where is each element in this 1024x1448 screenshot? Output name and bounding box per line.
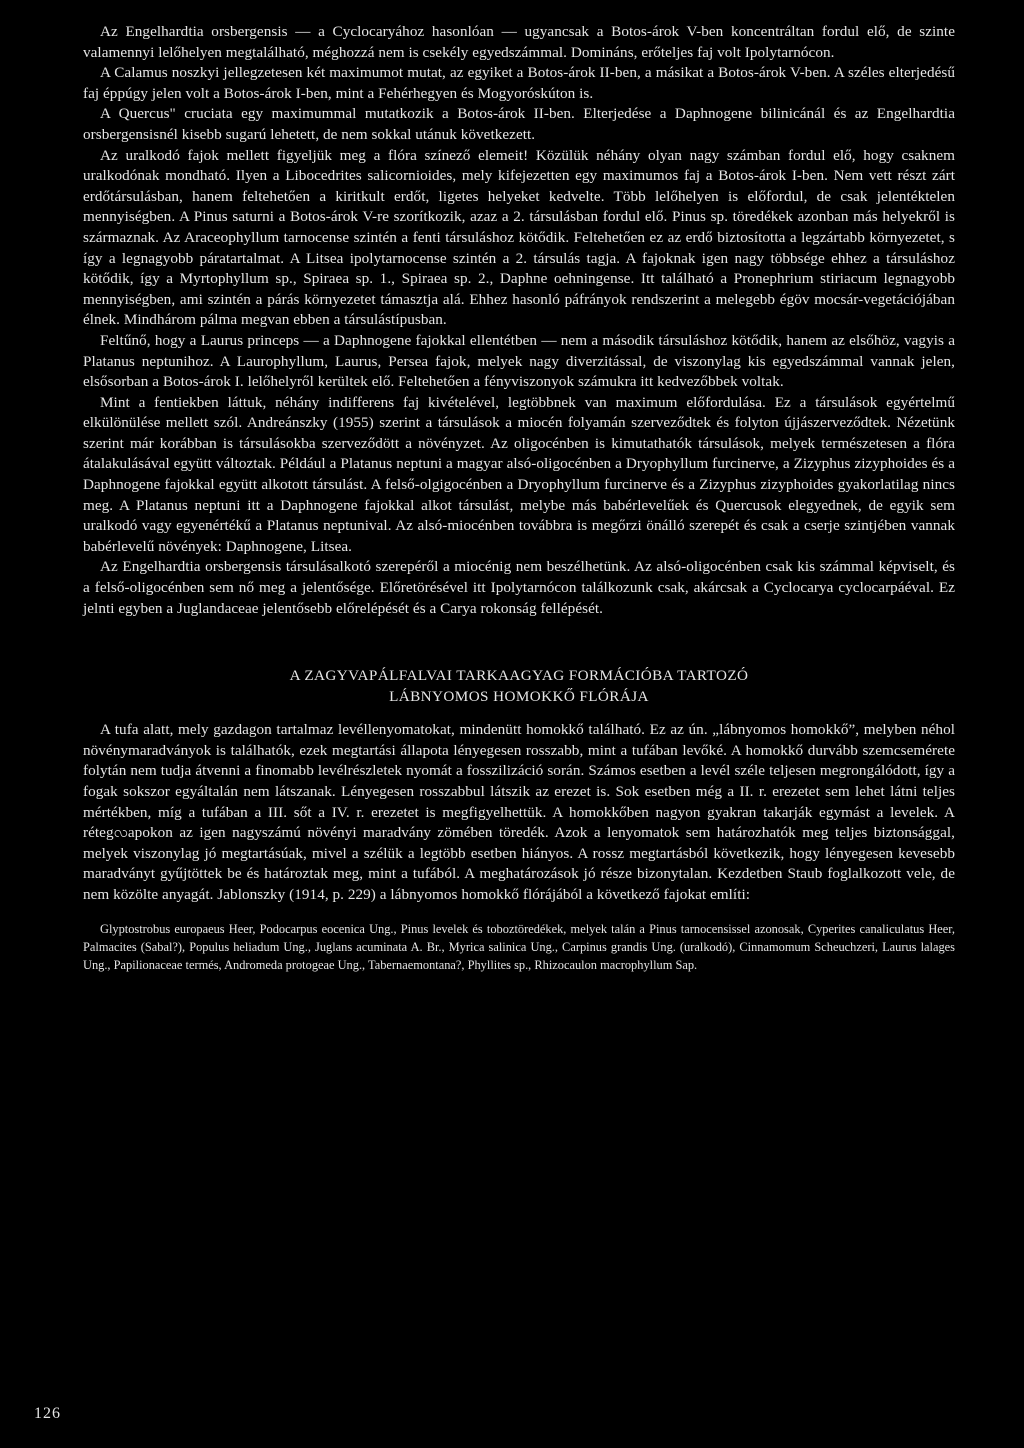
paragraph-sandstone: A tufa alatt, mely gazdagon tartalmaz levéllenyomatokat, mindenütt homokkő található. Ez az ún. „lábnyomos homokkő”, melyben néhol növénymaradványok is találhatók, ezek megtartási állapota lényegesen rosszabb, mint a tufában levőké. A homokkő durvább szemcsemérete folytán nem tudja átvenni a finomabb levélrészletek nyomát a fosszilizáció során. Számos esetben a levél széle teljesen megrongálódott, így a fogak sokszor egyáltalán nem látszanak. Lényegesen rosszabbul látszik az erezet is. Sok esetben még a II. r. erezetet sem lehet látni teljes mértékben, míg a tufában a III. sőt a IV. r. erezetet is megfigyelhettük. A homokkőben nagyon gyakran takarják egymást a levelek. A rétegလapokon az igen nagyszámú növényi maradvány zömében töredék. Azok a lenyomatok sem határozhatók meg teljes biztonsággal, melyek viszonylag jó megtartásúak, mivel a szélük a legtöbb esetben hiányos. A rossz megtartásból következik, hogy lényegesen kevesebb maradványt gyűjtöttek be és határoztak meg, mint a tufából. A meghatározások jó része bizonytalan. Kezdetben Staub foglalkozott vele, de nem közölte anyagát. Jablonszky (1914, p. 229) a lábnyomos homokkő flórájából a következő fajokat említi:: [83, 721, 955, 903]
section-title-line2: LÁBNYOMOS HOMOKKŐ FLÓRÁJA: [389, 688, 649, 706]
paragraph-calamus: A Calamus noszkyi jellegzetesen két maximumot mutat, az egyiket a Botos-árok II-ben, a másikat a Botos-árok V-ben. A széles elterjedésű faj éppúgy jelen volt a Botos-árok I-ben, mint a Fehérhegyen és Mogyoróskúton is.: [83, 64, 955, 102]
section-title-line1: A ZAGYVAPÁLFALVAI TARKAAGYAG FORMÁCIÓBA TARTOZÓ: [289, 667, 749, 685]
paragraph-engelhardtia-role: Az Engelhardtia orsbergensis társulásalkotó szerepéről a miocénig nem beszélhetünk. Az alsó-oligocénben csak kis számmal képviselt, és a felső-oligocénben sem nő meg a jelentősége. Előretörésével itt Ipolytarnócon találkozunk csak, akárcsak a Cyclocarya cyclocarpáéval. Ez jelnti egyben a Juglandaceae jelentősebb előrelépését és a Carya rokonság fellépését.: [83, 558, 955, 617]
paragraph-flora-elements: Az uralkodó fajok mellett figyeljük meg a flóra színező elemeit! Közülük néhány olyan nagy számban fordul elő, hogy csaknem uralkodónak mondható. Ilyen a Libocedrites salicornioides, mely kifejezetten egy maximumos faj a Botos-árok I-ben. Nem vett részt zárt erdőtársulásban, hanem feltehetően a kiritkult erdőt, ligetes helyeket kedvelte. Több lelőhelyen is előfordul, de csak jelentéktelen mennyiségben. A Pinus saturni a Botos-árok V-re szorítkozik, azaz a 2. társulásban fordul elő. Pinus sp. töredékek azonban más helyekről is származnak. Az Araceophyllum tarnocense szintén a fenti társuláshoz kötődik. Feltehetően ez az erdő biztosította a legzártabb környezetet, s így a legnagyobb páratartalmat. A Litsea ipolytarnocense szintén a 2. társulás tagja. A fajoknak igen nagy többsége ehhez a társuláshoz kötődik, így a Myrtophyllum sp., Spiraea sp. 1., Spiraea sp. 2., Daphne oehningense. Itt található a Pronephrium stiriacum legnagyobb mennyiségben, ami szintén a párás környezetet támasztja alá. Ehhez hasonló páfrányok rendszerint a melegebb égöv mocsár-vegetációjában élnek. Mindhárom pálma megvan ebben a társulástípusban.: [83, 146, 955, 329]
page-number: 126: [34, 1405, 61, 1422]
paragraph-laurus: Feltűnő, hogy a Laurus princeps — a Daphnogene fajokkal ellentétben — nem a második társuláshoz kötődik, hanem az elsőhöz, vagyis a Platanus neptunihoz. A Laurophyllum, Laurus, Persea fajok, melyek nagy diverzitással, de viszonylag kis egyedszámmal vannak jelen, elsősorban a Botos-árok I. lelőhelyről kerültek elő. Feltehetően a fényviszonyok számukra itt kedvezőbbek voltak.: [83, 331, 955, 391]
page-body: [83, 22, 955, 974]
paragraph-associations: Mint a fentiekben láttuk, néhány indifferens faj kivételével, legtöbbnek van maximum előfordulása. Ez a társulások egyértelmű elkülönülése mellett szól. Andreánszky (1955) szerint a társulások a miocén folyamán szerveződtek és folyton újjászerveződtek. Nézetünk szerint már korábban is társulásokba szerveződött a növényzet. Az oligocénben is kimutathatók társulások, melyek természetesen a flóra átalakulásával együtt változtak. Például a Platanus neptuni a magyar alsó-oligocénben a Dryophyllum furcinerve, a Zizyphus zizyphoides és a Daphnogene fajokkal együtt alkotott társulást. A felső-olgigocénben a Dryophyllum furcinerve és a Zizyphus zizyphoides gyakorlatilag nincs meg. A Platanus neptuni itt a Daphnogene fajokkal alkot társulást, melybe más babérlevelűek és Quercusok elegyednek, de egyik sem uralkodó vagy egyenértékű a Platanus neptunival. Az alsó-miocénben továbbra is megőrzi önálló szerepét és csak a cserje szintjében vannak babérlevelű növények: Daphnogene, Litsea.: [83, 393, 955, 555]
species-list: Glyptostrobus europaeus Heer, Podocarpus eocenica Ung., Pinus levelek és toboztöredékek, melyek talán a Pinus tarnocensissel azonosak, Cyperites canaliculatus Heer, Palmacites (Sabal?), Populus heliadum Ung., Juglans acuminata A. Br., Myrica salinica Ung., Carpinus grandis Ung. (uralkodó), Cinnamomum Scheuchzeri, Laurus lalages Ung., Papilionaceae termés, Andromeda protogeae Ung., Tabernaemontana?, Phyllites sp., Rhizocaulon macrophyllum Sap.: [83, 921, 955, 972]
paragraph-quercus: A Quercus" cruciata egy maximummal mutatkozik a Botos-árok II-ben. Elterjedése a Daphnogene bilinicánál és az Engelhardtia orsbergensisnél kisebb sugarú lehetett, de nem sokkal utánuk következett.: [83, 105, 955, 143]
paragraph-engelhardtia: Az Engelhardtia orsbergensis — a Cyclocaryához hasonlóan — ugyancsak a Botos-árok V-ben koncentráltan fordul elő, de szinte valamennyi lelőhelyen megtalálható, méghozzá nem is csekély egyedszámmal. Domináns, erőteljes faj volt Ipolytarnócon.: [83, 23, 955, 61]
section-heading: [83, 665, 955, 707]
